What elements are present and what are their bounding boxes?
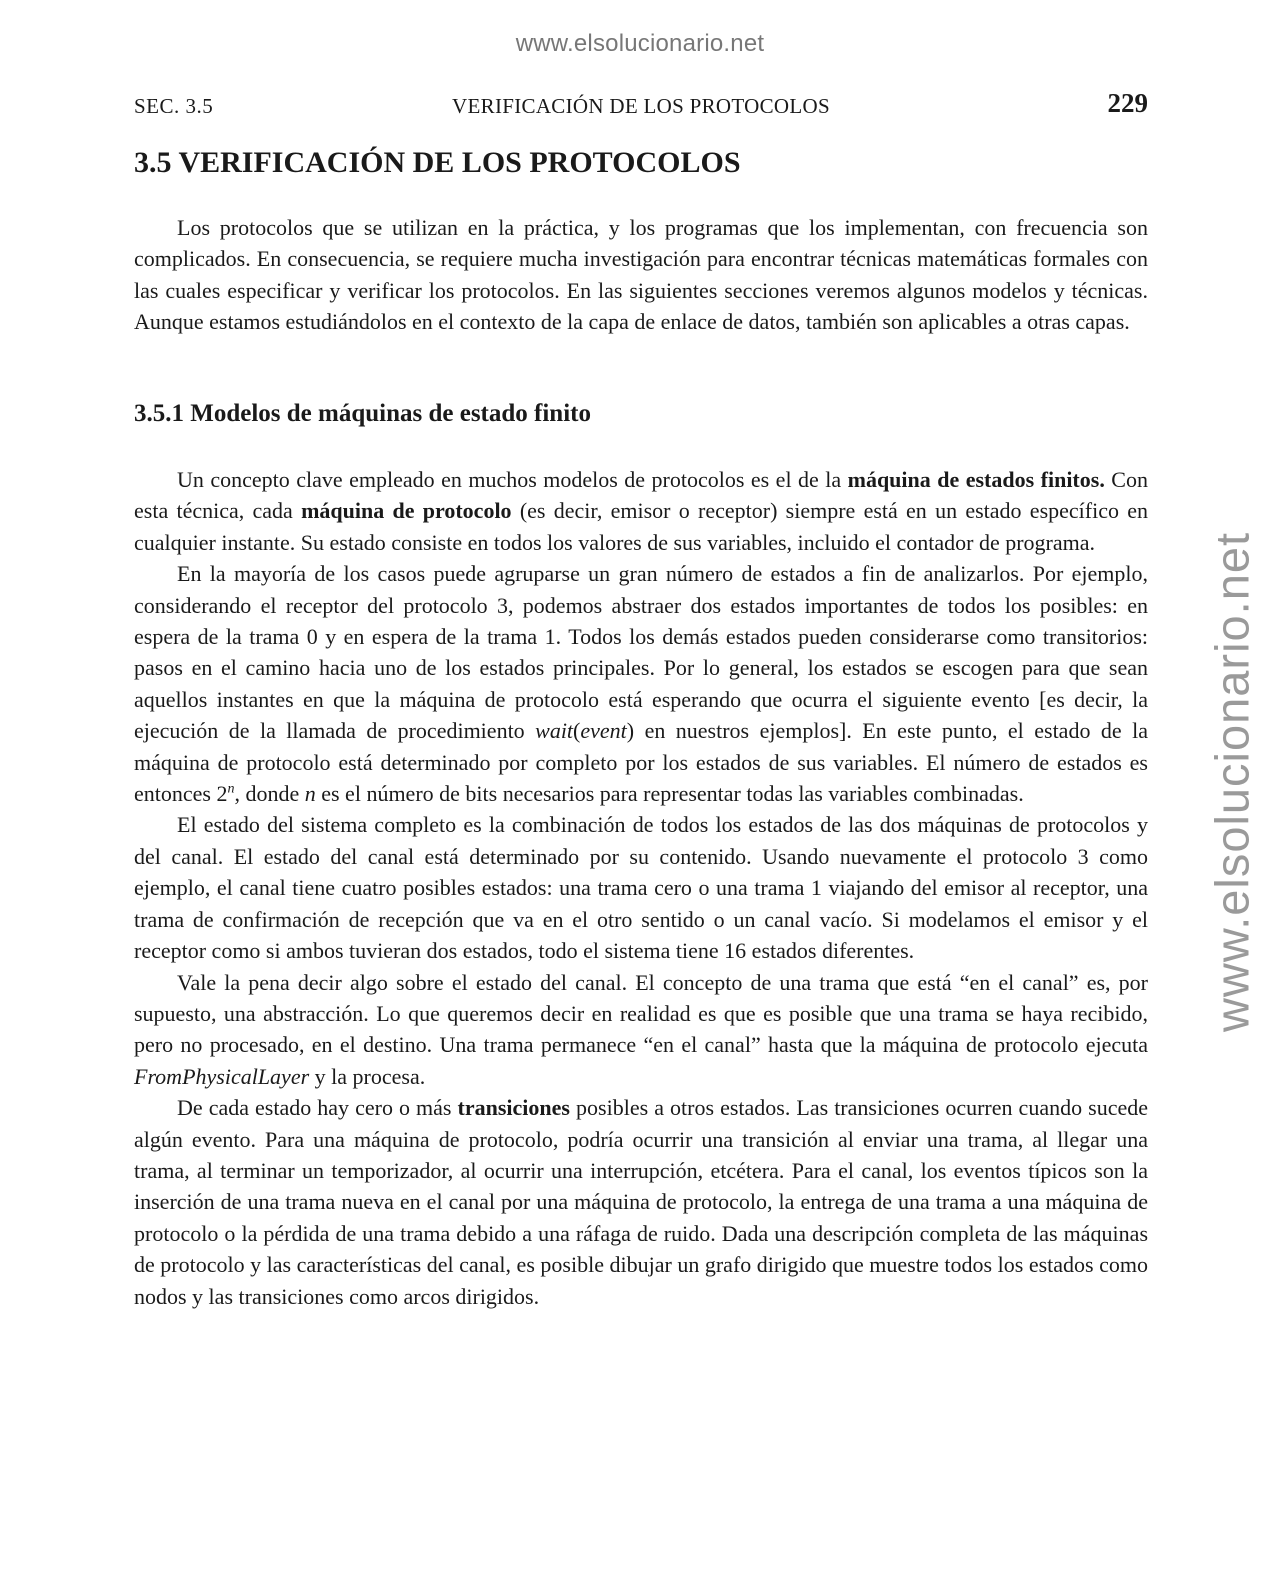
- text-run: Vale la pena decir algo sobre el estado del canal. El concepto de una trama que está “en el canal” es, por supuesto, una abstracción. Lo que queremos decir en realidad es que es posible que una trama se haya recibido, pero no procesado, en el destino. Una trama permanece “en el canal” hasta que la máquina de protocolo ejecuta: [134, 969, 1148, 1058]
- text-run: En la mayoría de los casos puede agruparse un gran número de estados a fin de analizarlos. Por ejemplo, considerando el receptor del protocolo 3, podemos abstraer dos estados importantes de todos los posibles: en espera de la trama 0 y en espera de la trama 1. Todos los demás estados pueden considerarse como transitorios: pasos en el camino hacia uno de los estados principales. Por lo general, los estados se escogen para que sean aquellos instantes en que la máquina de protocolo está esperando que ocurra el siguiente evento [es decir, la ejecución de la llamada de procedimiento: [134, 561, 1148, 744]
- section-label: SEC. 3.5: [134, 94, 214, 118]
- paragraph-5: [134, 1092, 1148, 1312]
- text-run: en nuestros ejemplos]. En este punto, el estado de la máquina de protocolo está determinado por completo por los estados de sus variables. El número de estados es entonces: [134, 718, 1148, 807]
- page-number: 229: [1107, 88, 1148, 118]
- watermark-side: www.elsolucionario.net: [1205, 531, 1259, 1033]
- formula-base: 2: [216, 781, 228, 807]
- running-header: [134, 88, 1148, 122]
- section-title: 3.5 VERIFICACIÓN DE LOS PROTOCOLOS: [134, 146, 741, 179]
- variable-n: n: [304, 781, 316, 807]
- text-run: , donde: [234, 781, 305, 807]
- text-run: (: [573, 718, 581, 744]
- term-protocol-machine: máquina de protocolo: [301, 498, 512, 524]
- text-run: y la procesa.: [309, 1063, 426, 1089]
- code-event: event: [580, 718, 627, 744]
- intro-paragraph: Los protocolos que se utilizan en la práctica, y los programas que los implementan, con frecuencia son complicados. En consecuencia, se requiere mucha investigación para encontrar técnicas matemáticas formales con las cuales especificar y verificar los protocolos. En las siguientes secciones veremos algunos modelos y técnicas. Aunque estamos estudiándolos en el contexto de la capa de enlace de datos, también son aplicables a otras capas.: [134, 215, 1148, 335]
- term-finite-state-machine: máquina de estados finitos.: [847, 467, 1105, 492]
- text-run: De cada estado hay cero o más: [177, 1095, 458, 1121]
- running-title: VERIFICACIÓN DE LOS PROTOCOLOS: [452, 94, 830, 118]
- text-run: (es decir, emisor o receptor) siempre está en un estado específico en cualquier instante. Su estado consiste en todos los valores de sus variables, incluido el contador de programa.: [134, 498, 1148, 555]
- text-run: Con esta técnica, cada: [134, 467, 1148, 524]
- paragraph-1: [134, 464, 1148, 558]
- paragraph-4: [134, 967, 1148, 1093]
- text-run: posibles a otros estados. Las transiciones ocurren cuando sucede algún evento. Para una máquina de protocolo, podría ocurrir una transición al enviar una trama, al llegar una trama, al terminar un temporizador, al ocurrir una interrupción, etcétera. Para el canal, los eventos típicos son la inserción de una trama nueva en el canal por una máquina de protocolo, la entrega de una trama a una máquina de protocolo o la pérdida de una trama debido a una ráfaga de ruido. Dada una descripción completa de las máquinas de protocolo y las características del canal, es posible dibujar un grafo dirigido que muestre todos los estados como nodos y las transiciones como arcos dirigidos.: [134, 1095, 1148, 1309]
- subsection-title: 3.5.1 Modelos de máquinas de estado finito: [134, 400, 591, 427]
- code-from-physical-layer: FromPhysicalLayer: [134, 1063, 310, 1089]
- watermark-top: www.elsolucionario.net: [515, 30, 765, 57]
- code-wait: wait: [535, 718, 574, 744]
- term-transitions: transiciones: [457, 1095, 570, 1121]
- paragraph-2: [134, 558, 1148, 809]
- text-run: es el número de bits necesarios para representar todas las variables combinadas.: [315, 781, 1024, 807]
- formula-exponent: n: [227, 781, 235, 797]
- paragraph-3: El estado del sistema completo es la combinación de todos los estados de las dos máquinas de protocolos y del canal. El estado del canal está determinado por su contenido. Usando nuevamente el protocolo 3 como ejemplo, el canal tiene cuatro posibles estados: una trama cero o una trama 1 viajando del emisor al receptor, una trama de confirmación de recepción que va en el otro sentido o un canal vacío. Si modelamos el emisor y el receptor como si ambos tuvieran dos estados, todo el sistema tiene 16 estados diferentes.: [134, 812, 1148, 964]
- body-text: [134, 464, 1148, 1312]
- text-run: ): [626, 718, 635, 744]
- intro-block: [134, 212, 1148, 338]
- text-run: Un concepto clave empleado en muchos modelos de protocolos es el de la: [177, 467, 848, 492]
